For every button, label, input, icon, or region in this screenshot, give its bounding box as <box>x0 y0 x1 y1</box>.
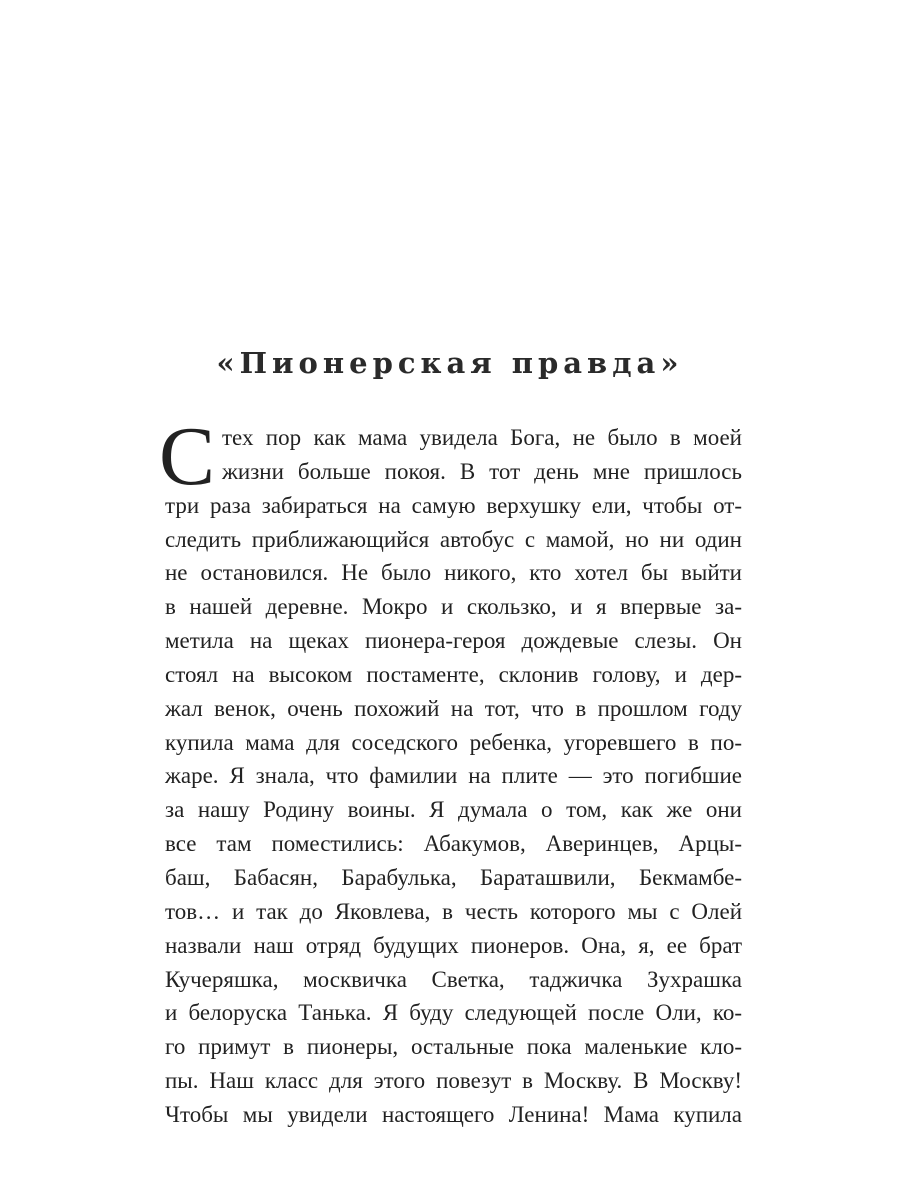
text-line: за нашу Родину воины. Я думала о том, как же они <box>165 797 742 823</box>
chapter-title: «Пионерская правда» <box>216 346 684 380</box>
text-line: следить приближающийся автобус с мамой, но ни один <box>165 526 742 552</box>
text-line: Чтобы мы увидели настоящего Ленина! Мама купила <box>165 1101 742 1127</box>
text-line: го примут в пионеры, остальные пока маленькие кло- <box>165 1034 742 1060</box>
text-line: и белоруска Танька. Я буду следующей после Оли, ко- <box>165 1000 742 1026</box>
text-line: Кучеряшка, москвичка Светка, таджичка Зухрашка <box>165 966 742 992</box>
drop-cap: С <box>159 410 216 503</box>
text-line: жаре. Я знала, что фамилии на плите — это погибшие <box>165 763 742 789</box>
text-line: купила мама для соседского ребенка, угоревшего в по- <box>165 729 742 755</box>
text-line: тов… и так до Яковлева, в честь которого мы с Олей <box>165 898 742 924</box>
text-line: баш, Бабасян, Барабулька, Бараташвили, Бекмамбе- <box>165 864 742 890</box>
text-line: метила на щеках пионера-героя дождевые слезы. Он <box>165 628 742 654</box>
text-lines <box>165 421 742 1132</box>
text-line: не остановился. Не было никого, кто хотел бы выйти <box>165 560 742 586</box>
text-line: в нашей деревне. Мокро и скользко, и я впервые за- <box>165 594 742 620</box>
text-line: жизни больше покоя. В тот день мне пришлось <box>222 458 742 484</box>
body-text <box>159 410 742 1132</box>
text-line: все там поместились: Абакумов, Аверинцев, Арцы- <box>165 831 742 857</box>
text-line: три раза забираться на самую верхушку ели, чтобы от- <box>165 492 742 518</box>
text-line: стоял на высоком постаменте, склонив голову, и дер- <box>165 661 742 687</box>
text-line: пы. Наш класс для этого повезут в Москву. В Москву! <box>165 1068 742 1094</box>
text-line: назвали наш отряд будущих пионеров. Она, я, ее брат <box>165 932 742 958</box>
text-line: тех пор как мама увидела Бога, не было в моей <box>222 425 742 450</box>
text-line: жал венок, очень похожий на тот, что в прошлом году <box>165 695 742 721</box>
